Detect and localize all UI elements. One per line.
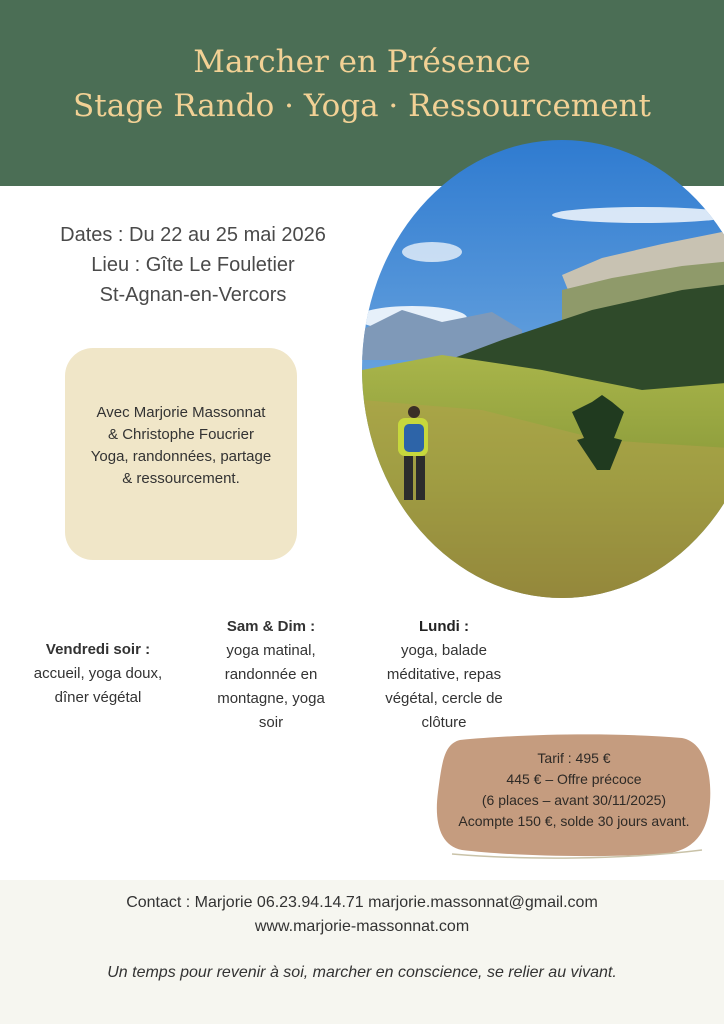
schedule-line: soir: [258, 714, 284, 731]
price-deposit: Acompte 150 €, solde 30 jours avant.: [458, 813, 690, 829]
mountain-hiker-photo: [362, 140, 724, 598]
schedule-line: clôture: [421, 714, 467, 731]
schedule-monday: [370, 615, 518, 735]
price-early-condition: (6 places – avant 30/11/2025): [481, 792, 667, 808]
schedule-line: dîner végétal: [54, 689, 142, 706]
price-text: [436, 748, 712, 832]
hosts-line: Avec Marjorie Massonnat: [96, 404, 266, 421]
event-dates: Dates : Du 22 au 25 mai 2026: [60, 224, 326, 246]
website-link[interactable]: www.marjorie-massonnat.com: [254, 918, 470, 935]
schedule-line: randonnée en: [224, 666, 318, 683]
price-early: 445 € – Offre précoce: [506, 771, 642, 787]
hosts-line: Yoga, randonnées, partage: [90, 448, 272, 465]
schedule-line: yoga matinal,: [226, 642, 316, 659]
schedule-day-title: Sam & Dim :: [226, 618, 316, 635]
page-subtitle: Stage Rando · Yoga · Ressourcement: [73, 88, 651, 124]
hosts-text: [65, 402, 297, 490]
schedule-friday: [20, 638, 176, 710]
schedule-line: yoga, balade: [401, 642, 487, 659]
schedule-line: méditative, repas: [386, 666, 502, 683]
hosts-line: & Christophe Foucrier: [108, 426, 254, 443]
contact-info: Contact : Marjorie 06.23.94.14.71 marjorie.massonnat@gmail.com: [126, 894, 598, 911]
tagline: Un temps pour revenir à soi, marcher en conscience, se relier au vivant.: [107, 964, 617, 981]
price-main: Tarif : 495 €: [537, 750, 611, 766]
page-title: Marcher en Présence: [193, 44, 531, 80]
event-town: St-Agnan-en-Vercors: [99, 284, 287, 306]
event-venue: Lieu : Gîte Le Fouletier: [91, 254, 295, 276]
schedule-line: montagne, yoga: [217, 690, 325, 707]
schedule-day-title: Lundi :: [419, 618, 469, 635]
schedule-day-title: Vendredi soir :: [45, 641, 151, 658]
schedule-line: accueil, yoga doux,: [33, 665, 163, 682]
schedule-line: végétal, cercle de: [385, 690, 503, 707]
hosts-line: & ressourcement.: [122, 470, 240, 487]
schedule-weekend: [204, 615, 338, 735]
